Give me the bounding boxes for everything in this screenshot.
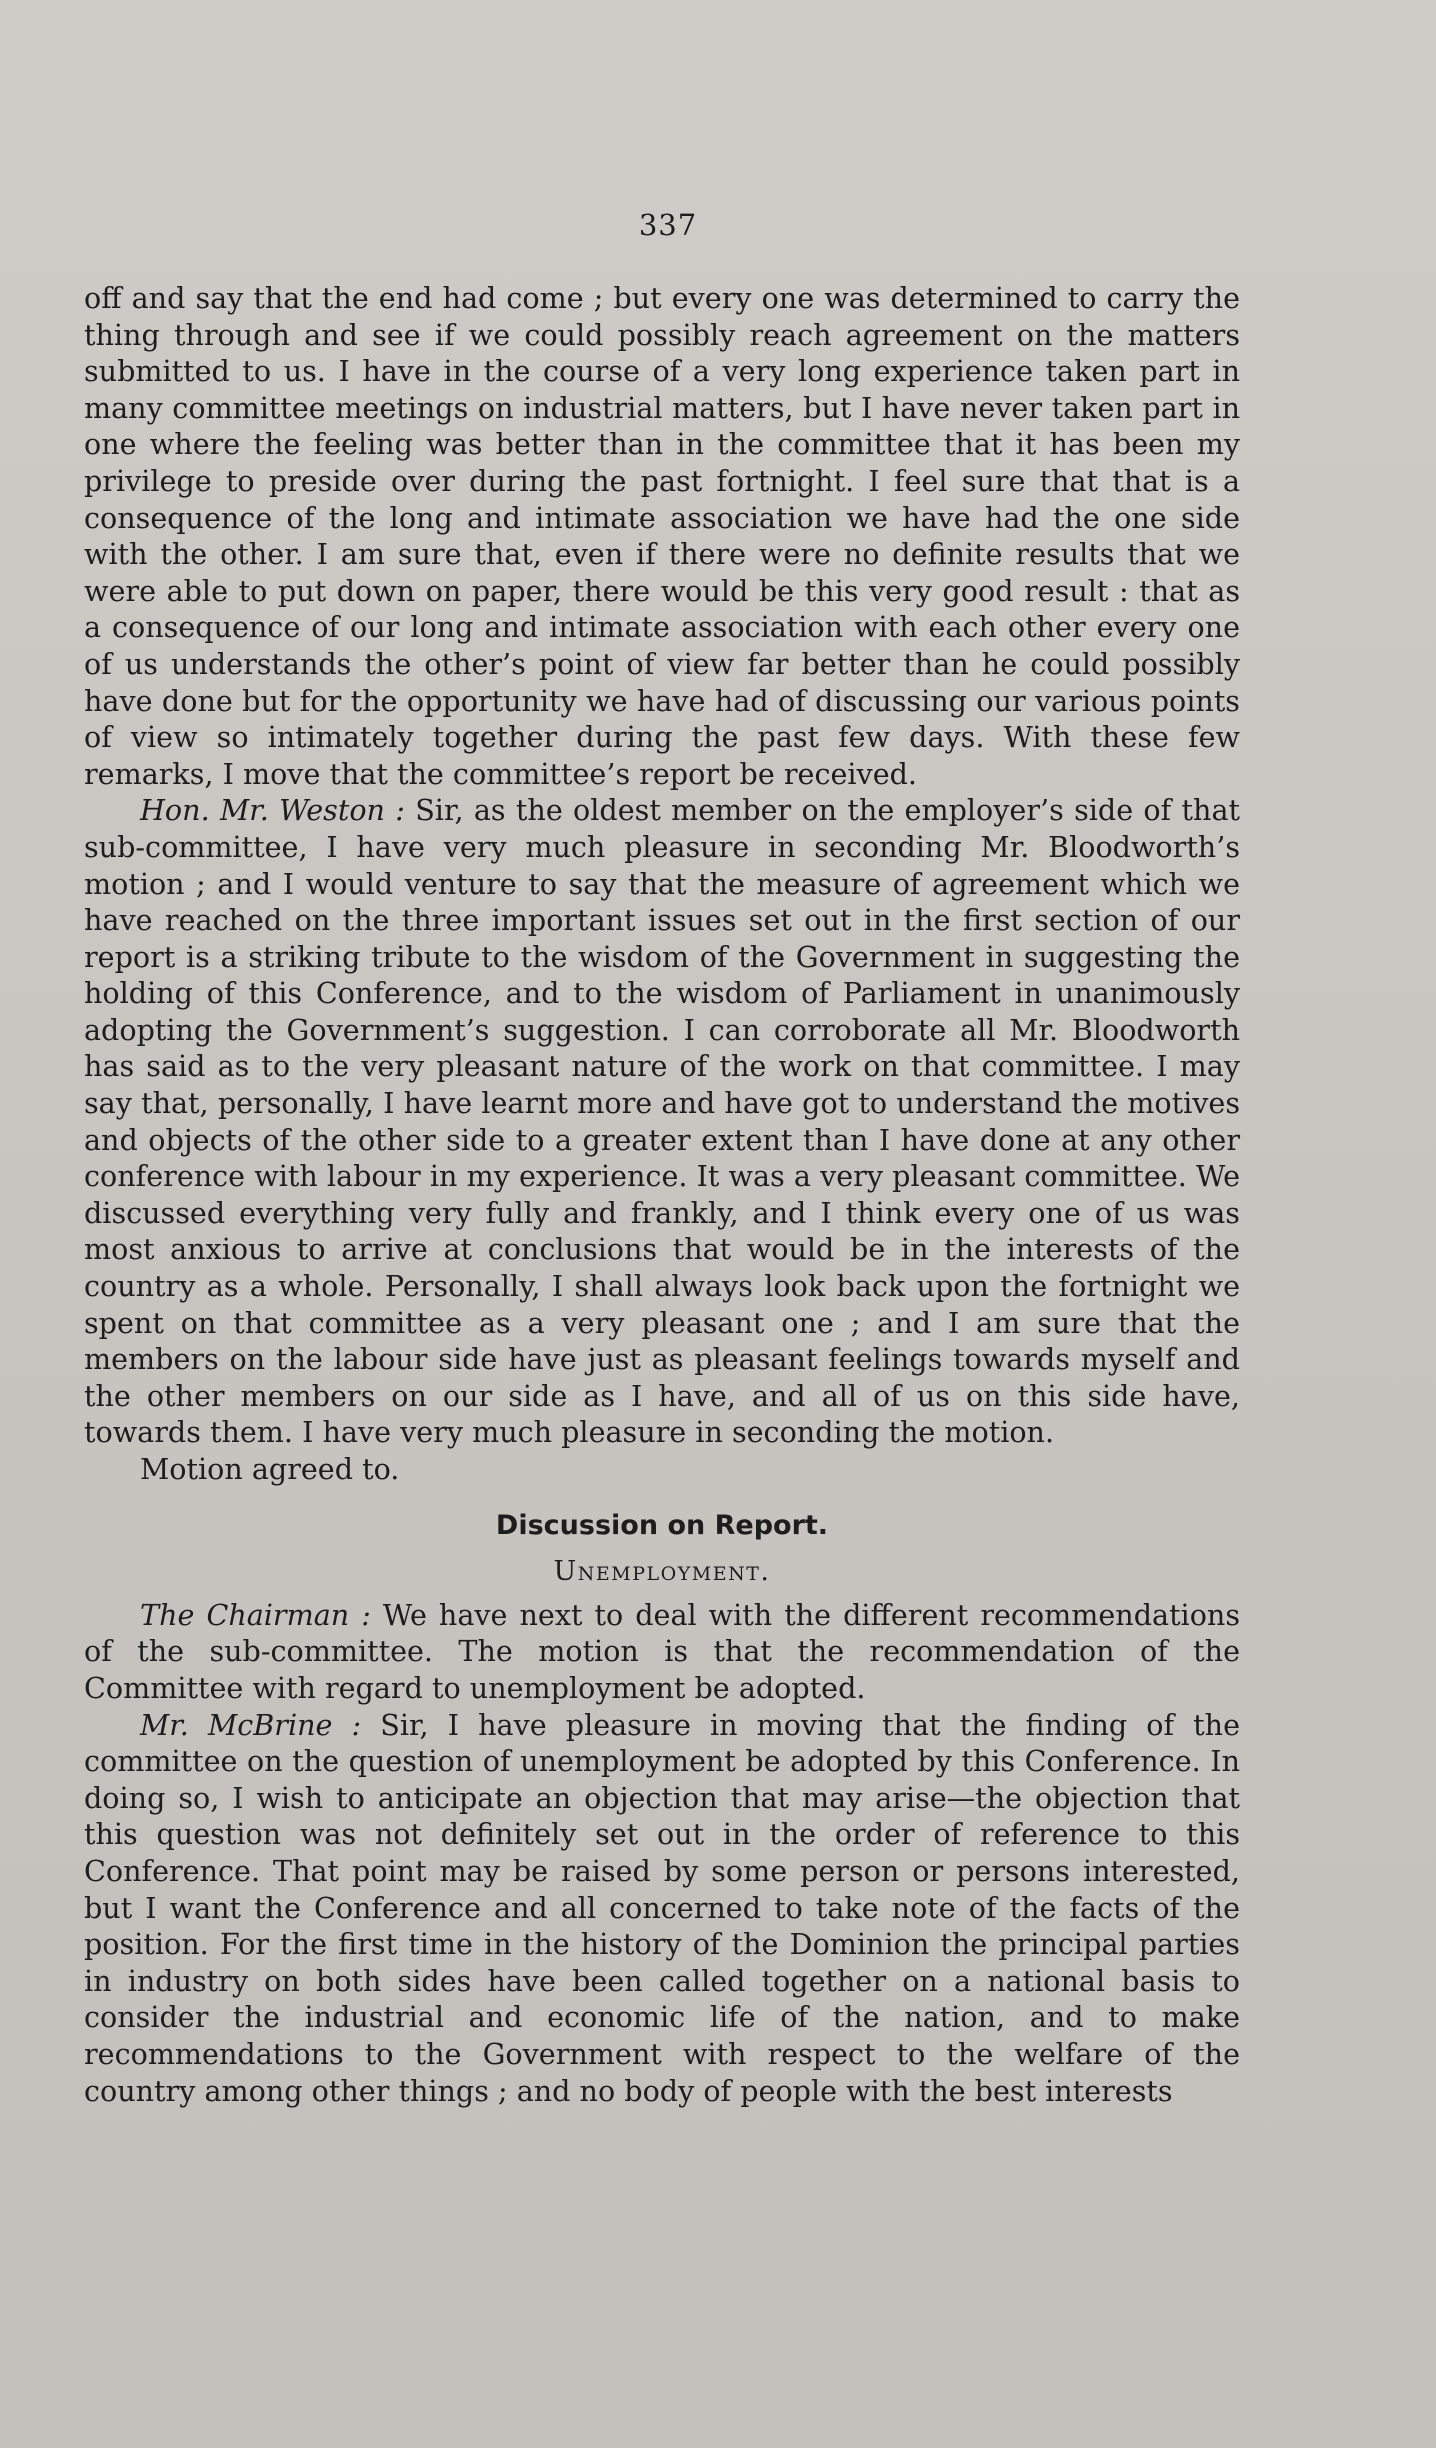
speech-text: We have next to deal with the different recommendations of the sub-committee. The motion is that the recommendation of the Committee with regard to unemployment be adopted. bbox=[84, 1597, 1241, 1705]
section-subheading: Unemployment. bbox=[553, 1556, 771, 1588]
speaker-name: The Chairman : bbox=[140, 1597, 371, 1632]
speaker-name: Mr. McBrine : bbox=[140, 1707, 362, 1742]
paragraph-chairman bbox=[84, 1597, 1240, 1707]
paragraph-weston bbox=[84, 792, 1240, 1451]
page-number: 337 bbox=[638, 208, 698, 242]
speaker-name: Hon. Mr. Weston : bbox=[140, 793, 405, 828]
paragraph-motion-agreed: Motion agreed to. bbox=[140, 1452, 400, 1486]
paragraph-mcbrine bbox=[84, 1707, 1240, 2110]
section-heading: Discussion on Report. bbox=[495, 1509, 829, 1541]
speech-text: Sir, I have pleasure in moving that the finding of the committee on the question of unemployment be adopted by this Conference. In doing so, I wish to anticipate an objection that may arise—the objection that this question was not definitely set out in the order of reference to this Conference. That point may be raised by some person or persons interested, but I want the Conference and all concerned to take note of the facts of the position. For the first time in the history of the Dominion the principal parties in industry on both sides have been called together on a national basis to consider the industrial and economic life of the nation, and to make recommendations to the Government with respect to the welfare of the country among other things ; and no body of people with the best interests bbox=[84, 1707, 1241, 2108]
speech-text: Sir, as the oldest member on the employer’s side of that sub-committee, I have very much pleasure in seconding Mr. Bloodworth’s motion ; and I would venture to say that the measure of agreement which we have reached on the three important issues set out in the first section of our report is a striking tribute to the wisdom of the Government in suggesting the holding of this Conference, and to the wisdom of Parliament in unanimously adopting the Government’s suggestion. I can corroborate all Mr. Bloodworth has said as to the very pleasant nature of the work on that committee. I may say that, personally, I have learnt more and have got to understand the motives and objects of the other side to a greater extent than I have done at any other conference with labour in my experience. It was a very pleasant committee. We discussed everything very fully and frankly, and I think every one of us was most anxious to arrive at conclusions that would be in the interests of the country as a whole. Personally, I shall always look back upon the fortnight we spent on that committee as a very pleasant one ; and I am sure that the members on the labour side have just as pleasant feelings towards myself and the other members on our side as I have, and all of us on this side have, towards them. I have very much pleasure in seconding the motion. bbox=[84, 793, 1240, 1450]
body-text bbox=[84, 280, 1240, 2109]
paragraph-continuation: off and say that the end had come ; but every one was determined to carry the thing through and see if we could possibly reach agreement on the matters submitted to us. I have in the course of a very long experience taken part in many committee meetings on industrial matters, but I have never taken part in one where the feeling was better than in the committee that it has been my privilege to preside over during the past fortnight. I feel sure that that is a consequence of the long and intimate association we have had the one side with the other. I am sure that, even if there were no definite results that we were able to put down on paper, there would be this very good result : that as a consequence of our long and intimate association with each other every one of us understands the other’s point of view far better than he could possibly have done but for the opportunity we have had of discussing our various points of view so intimately together during the past few days. With these few remarks, I move that the committee’s report be received. bbox=[84, 281, 1240, 791]
